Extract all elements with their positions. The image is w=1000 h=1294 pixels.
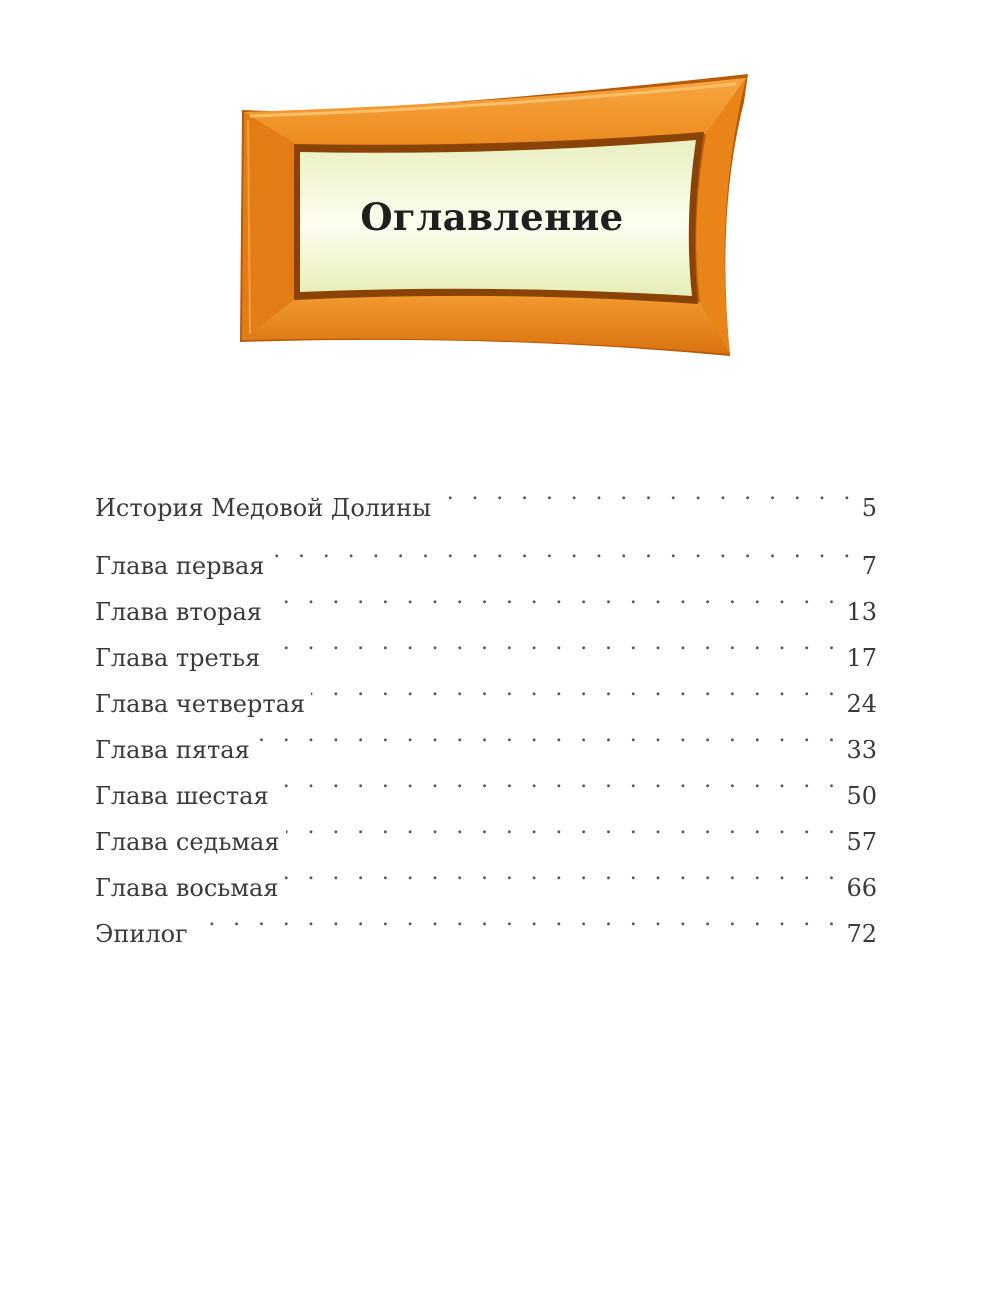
toc-entry-page: 33 xyxy=(846,736,877,764)
dot-leader xyxy=(311,666,840,712)
toc-entry-title: Эпилог xyxy=(95,920,188,948)
dot-leader xyxy=(284,850,840,896)
dot-leader xyxy=(270,528,855,574)
dot-leader xyxy=(286,804,841,850)
toc-entry-page: 13 xyxy=(846,598,877,626)
toc-entry-title: Глава восьмая xyxy=(95,874,279,902)
toc-entry-title: Глава первая xyxy=(95,552,265,580)
toc-entry-page: 24 xyxy=(846,690,877,718)
dot-leader xyxy=(275,758,841,804)
toc-entry-page: 5 xyxy=(861,494,877,522)
title-frame xyxy=(236,72,754,362)
toc-entry-title: История Медовой Долины xyxy=(95,494,432,522)
dot-leader xyxy=(256,712,841,758)
toc-entry[interactable] xyxy=(95,528,877,580)
toc-entry-title: Глава четвертая xyxy=(95,690,306,718)
toc-entry-page: 57 xyxy=(846,828,877,856)
toc-entry[interactable] xyxy=(95,896,877,948)
toc-entry-title: Глава пятая xyxy=(95,736,250,764)
dot-leader xyxy=(266,620,840,666)
toc-entry-page: 7 xyxy=(861,552,877,580)
toc-entry-page: 50 xyxy=(846,782,877,810)
page-title: Оглавление xyxy=(360,195,624,239)
toc-entry-title: Глава шестая xyxy=(95,782,269,810)
toc-entry-title: Глава третья xyxy=(95,644,261,672)
table-of-contents xyxy=(95,470,877,948)
toc-entry[interactable] xyxy=(95,470,877,522)
dot-leader xyxy=(194,896,841,942)
toc-entry-page: 66 xyxy=(846,874,877,902)
toc-entry-page: 72 xyxy=(846,920,877,948)
dot-leader xyxy=(268,574,841,620)
toc-entry-title: Глава вторая xyxy=(95,598,262,626)
dot-leader xyxy=(437,470,856,516)
toc-entry-page: 17 xyxy=(846,644,877,672)
toc-entry-title: Глава седьмая xyxy=(95,828,280,856)
